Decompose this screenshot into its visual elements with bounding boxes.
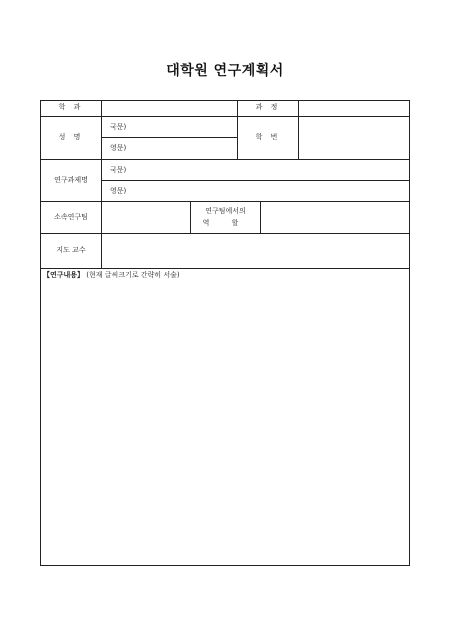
table-border-bottom	[40, 565, 410, 566]
name-korean-field[interactable]	[130, 117, 237, 137]
dept-field[interactable]	[102, 101, 237, 116]
lab-label: 소속연구팀	[54, 213, 88, 221]
research-content-header	[43, 271, 180, 280]
name-english-field[interactable]	[130, 138, 237, 159]
dept-label: 학 과	[58, 103, 84, 111]
advisor-field[interactable]	[102, 234, 409, 268]
research-topic-label: 연구과제명	[54, 176, 88, 184]
topic-korean-field[interactable]	[130, 160, 409, 180]
advisor-label: 지도 교수	[56, 246, 86, 254]
name-english-prefix: 영문)	[110, 144, 127, 152]
research-content-field[interactable]	[41, 282, 409, 565]
role-label-line1: 연구팀에서의	[205, 207, 246, 215]
topic-english-prefix: 영문)	[110, 187, 127, 195]
row-divider	[40, 268, 410, 269]
role-label-line2: 역 할	[202, 219, 249, 227]
table-border-right	[409, 100, 410, 566]
research-content-label: 【연구내용】	[43, 271, 85, 279]
course-label: 과 정	[255, 103, 281, 111]
name-label: 성 명	[58, 133, 84, 141]
column-divider	[190, 201, 191, 233]
student-no-field[interactable]	[299, 117, 409, 159]
course-field[interactable]	[299, 101, 409, 116]
name-korean-prefix: 국문)	[110, 123, 127, 131]
topic-english-field[interactable]	[130, 181, 409, 201]
document-title: 대학원 연구계획서	[166, 63, 284, 79]
lab-field[interactable]	[102, 202, 190, 233]
role-field[interactable]	[261, 202, 409, 233]
research-content-note: (현재 글씨크기로 간략히 서술)	[86, 271, 180, 279]
topic-korean-prefix: 국문)	[110, 166, 127, 174]
student-no-label: 학 번	[255, 133, 281, 141]
